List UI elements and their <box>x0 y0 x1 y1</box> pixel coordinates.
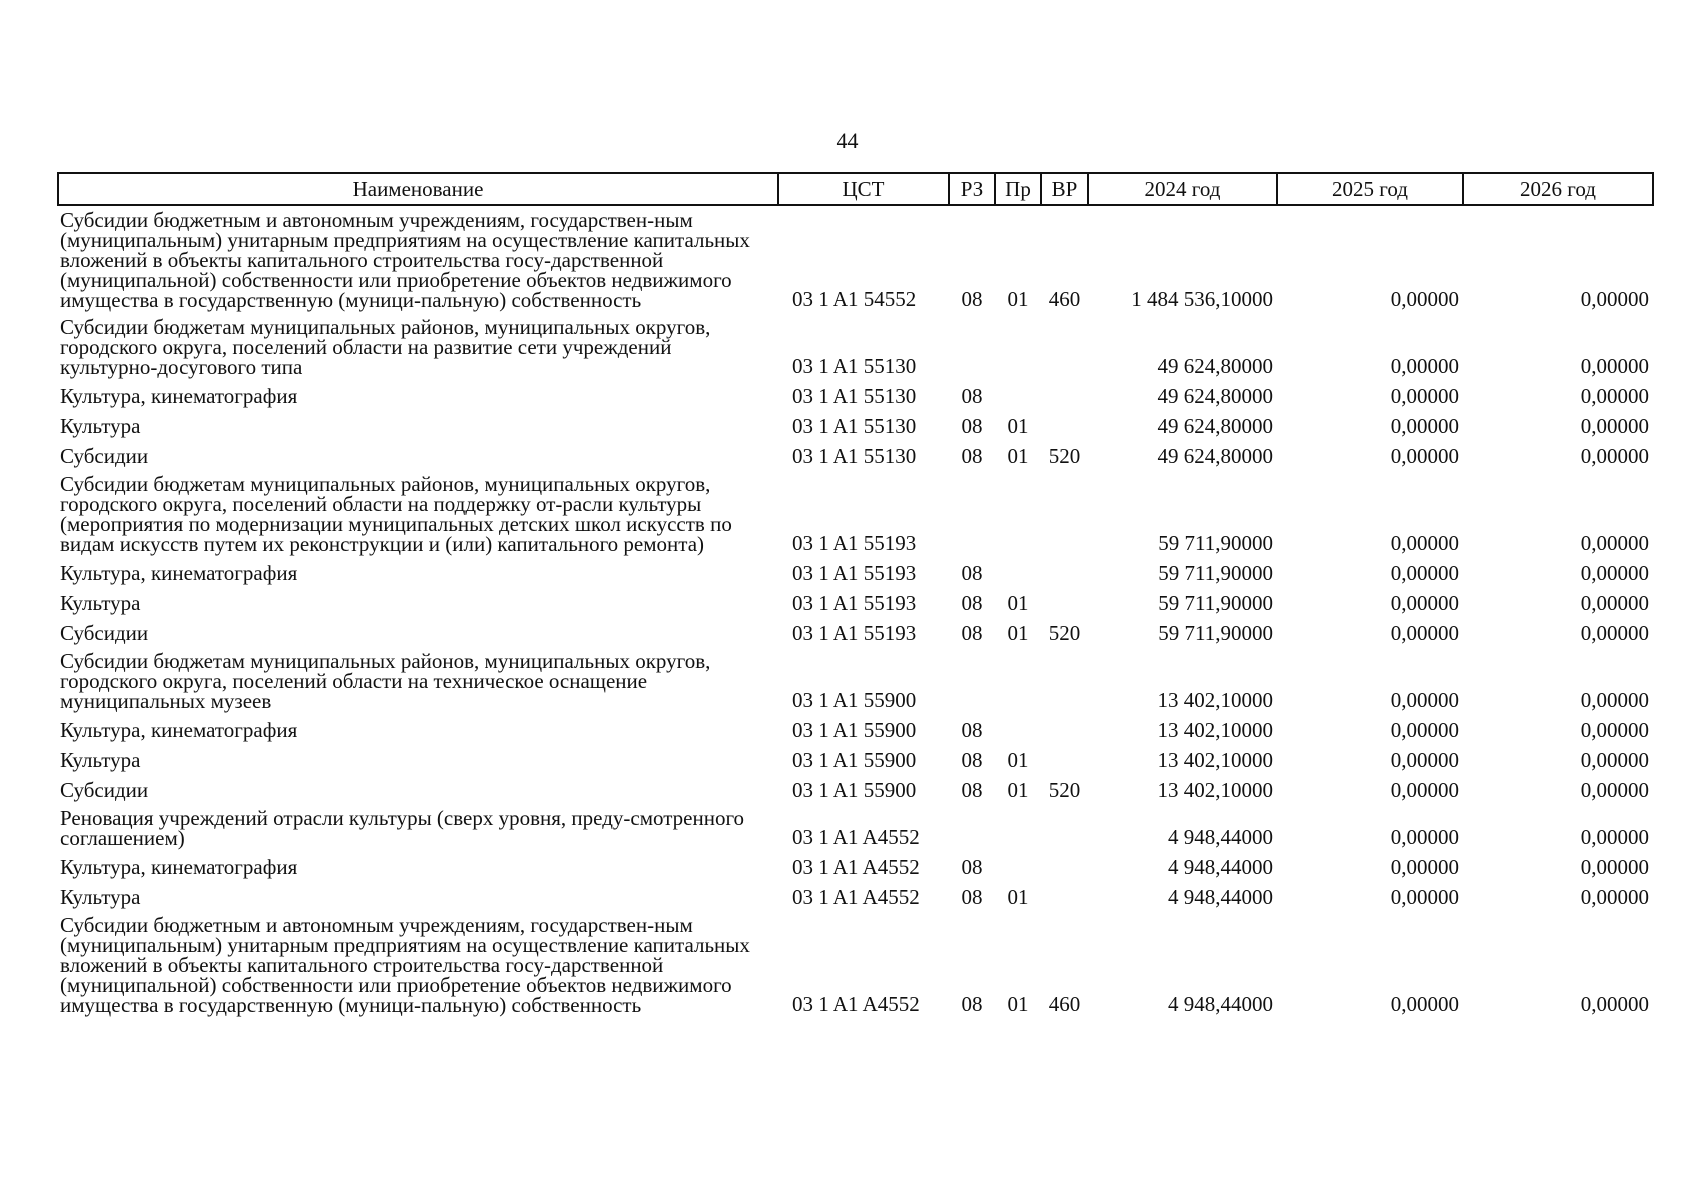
row-2025: 0,00000 <box>1390 591 1459 615</box>
table-row <box>58 467 1653 554</box>
row-name: Субсидии бюджетам муниципальных районов, муниципальных округов, городского округа, поселений области на поддержку от-расли культуры (мероприятия по модернизации муниципальных детских школ искусств по видам искусств путем их реконструкции и (или) капитального ремонта) <box>60 472 732 556</box>
row-2024: 4 948,44000 <box>1168 855 1273 879</box>
budget-table <box>57 172 1654 1015</box>
table-row <box>58 908 1653 1015</box>
row-pr <box>995 801 1041 848</box>
row-pr <box>995 467 1041 554</box>
row-vr: 460 <box>1048 287 1081 311</box>
row-name: Субсидии <box>60 778 149 802</box>
row-vr <box>1041 310 1088 377</box>
row-2025: 0,00000 <box>1390 531 1459 555</box>
row-vr <box>1041 377 1088 407</box>
row-pr: 01 <box>1007 748 1029 772</box>
row-2025: 0,00000 <box>1390 287 1459 311</box>
row-2024: 49 624,80000 <box>1157 414 1273 438</box>
row-2024: 1 484 536,10000 <box>1131 287 1273 311</box>
row-2024: 59 711,90000 <box>1158 591 1273 615</box>
row-rz <box>949 801 995 848</box>
table-row <box>58 437 1653 467</box>
table-row <box>58 878 1653 908</box>
table-row <box>58 741 1653 771</box>
row-cst: 03 1 A1 55193 <box>792 561 917 585</box>
row-cst: 03 1 A1 55193 <box>792 591 917 615</box>
row-2026: 0,00000 <box>1580 444 1649 468</box>
row-2026: 0,00000 <box>1580 531 1649 555</box>
row-name: Культура <box>60 591 141 615</box>
row-name: Субсидии <box>60 621 149 645</box>
row-cst: 03 1 A1 A4552 <box>792 855 920 879</box>
table-row <box>58 801 1653 848</box>
row-2024: 4 948,44000 <box>1168 825 1273 849</box>
row-name: Культура, кинематография <box>60 718 298 742</box>
header-rz: РЗ <box>949 173 995 205</box>
row-rz <box>949 644 995 711</box>
table-row <box>58 771 1653 801</box>
row-pr <box>995 377 1041 407</box>
row-pr: 01 <box>1007 778 1029 802</box>
row-2025: 0,00000 <box>1390 855 1459 879</box>
row-cst: 03 1 A1 54552 <box>792 287 917 311</box>
row-2026: 0,00000 <box>1580 778 1649 802</box>
table-row <box>58 205 1653 310</box>
row-2026: 0,00000 <box>1580 561 1649 585</box>
row-rz: 08 <box>961 718 983 742</box>
row-rz: 08 <box>961 778 983 802</box>
row-rz: 08 <box>961 992 983 1016</box>
row-vr <box>1041 878 1088 908</box>
row-cst: 03 1 A1 55900 <box>792 718 917 742</box>
row-name: Культура <box>60 748 141 772</box>
row-name: Культура <box>60 885 141 909</box>
row-cst: 03 1 A1 55900 <box>792 748 917 772</box>
table-row <box>58 407 1653 437</box>
row-cst: 03 1 A1 55130 <box>792 354 917 378</box>
row-2024: 49 624,80000 <box>1157 354 1273 378</box>
row-cst: 03 1 A1 A4552 <box>792 885 920 909</box>
row-cst: 03 1 A1 55130 <box>792 384 917 408</box>
row-2024: 59 711,90000 <box>1158 621 1273 645</box>
row-cst: 03 1 A1 55900 <box>792 778 917 802</box>
header-2025: 2025 год <box>1277 173 1463 205</box>
row-vr <box>1041 467 1088 554</box>
row-2025: 0,00000 <box>1390 354 1459 378</box>
row-pr: 01 <box>1007 591 1029 615</box>
row-name: Реновация учреждений отрасли культуры (сверх уровня, преду-смотренного соглашением) <box>60 806 745 850</box>
table-row <box>58 644 1653 711</box>
row-2025: 0,00000 <box>1390 561 1459 585</box>
row-name: Субсидии бюджетам муниципальных районов, муниципальных округов, городского округа, поселений области на развитие сети учреждений культурно-досугового типа <box>60 315 711 379</box>
row-2024: 49 624,80000 <box>1157 444 1273 468</box>
row-2024: 49 624,80000 <box>1157 384 1273 408</box>
row-vr <box>1041 554 1088 584</box>
row-vr <box>1041 848 1088 878</box>
row-2025: 0,00000 <box>1390 825 1459 849</box>
row-2025: 0,00000 <box>1390 885 1459 909</box>
row-2025: 0,00000 <box>1390 621 1459 645</box>
row-vr <box>1041 801 1088 848</box>
row-rz: 08 <box>961 748 983 772</box>
row-2025: 0,00000 <box>1390 688 1459 712</box>
table-row <box>58 554 1653 584</box>
row-cst: 03 1 A1 55130 <box>792 414 917 438</box>
row-name: Культура <box>60 414 141 438</box>
row-2024: 13 402,10000 <box>1157 688 1273 712</box>
row-name: Субсидии бюджетам муниципальных районов, муниципальных округов, городского округа, поселений области на техническое оснащение муниципальных музеев <box>60 649 711 713</box>
table-row <box>58 848 1653 878</box>
row-2026: 0,00000 <box>1580 688 1649 712</box>
row-2024: 13 402,10000 <box>1157 748 1273 772</box>
row-2024: 59 711,90000 <box>1158 531 1273 555</box>
table-header-row <box>58 173 1653 205</box>
table-row <box>58 614 1653 644</box>
row-cst: 03 1 A1 55130 <box>792 444 917 468</box>
row-rz <box>949 310 995 377</box>
row-2026: 0,00000 <box>1580 354 1649 378</box>
row-pr <box>995 310 1041 377</box>
row-2026: 0,00000 <box>1580 621 1649 645</box>
row-2025: 0,00000 <box>1390 414 1459 438</box>
row-2025: 0,00000 <box>1390 778 1459 802</box>
table-row <box>58 377 1653 407</box>
row-cst: 03 1 A1 55900 <box>792 688 917 712</box>
row-name: Культура, кинематография <box>60 384 298 408</box>
row-rz: 08 <box>961 591 983 615</box>
row-2026: 0,00000 <box>1580 748 1649 772</box>
row-name: Субсидии бюджетным и автономным учреждениям, государствен-ным (муниципальным) унитарным предприятиям на осуществление капитальных вложений в объекты капитального строительства госу-дарственной (муниципальной) собственности или приобретение объектов недвижимого имущества в государственную (муници-пальную) собственность <box>60 913 750 1017</box>
row-rz: 08 <box>961 561 983 585</box>
row-pr: 01 <box>1007 621 1029 645</box>
row-2026: 0,00000 <box>1580 825 1649 849</box>
row-rz: 08 <box>961 414 983 438</box>
header-name: Наименование <box>58 173 778 205</box>
row-vr: 460 <box>1048 992 1081 1016</box>
row-vr <box>1041 407 1088 437</box>
header-2024: 2024 год <box>1088 173 1277 205</box>
row-2025: 0,00000 <box>1390 718 1459 742</box>
row-pr <box>995 644 1041 711</box>
row-vr <box>1041 741 1088 771</box>
header-cst: ЦСТ <box>778 173 949 205</box>
row-2025: 0,00000 <box>1390 444 1459 468</box>
row-pr <box>995 711 1041 741</box>
table-row <box>58 584 1653 614</box>
row-vr <box>1041 584 1088 614</box>
header-2026: 2026 год <box>1463 173 1653 205</box>
row-rz: 08 <box>961 885 983 909</box>
row-pr <box>995 848 1041 878</box>
row-rz <box>949 467 995 554</box>
row-cst: 03 1 A1 A4552 <box>792 992 920 1016</box>
row-pr: 01 <box>1007 414 1029 438</box>
row-2026: 0,00000 <box>1580 414 1649 438</box>
row-vr: 520 <box>1048 778 1081 802</box>
table-row <box>58 711 1653 741</box>
row-pr <box>995 554 1041 584</box>
row-2024: 4 948,44000 <box>1168 885 1273 909</box>
row-2025: 0,00000 <box>1390 748 1459 772</box>
row-rz: 08 <box>961 855 983 879</box>
row-2025: 0,00000 <box>1390 384 1459 408</box>
row-name: Культура, кинематография <box>60 855 298 879</box>
header-pr: Пр <box>995 173 1041 205</box>
row-name: Субсидии <box>60 444 149 468</box>
row-2026: 0,00000 <box>1580 855 1649 879</box>
page-number: 44 <box>836 128 859 153</box>
row-2026: 0,00000 <box>1580 718 1649 742</box>
row-2024: 13 402,10000 <box>1157 718 1273 742</box>
row-name: Субсидии бюджетным и автономным учреждениям, государствен-ным (муниципальным) унитарным предприятиям на осуществление капитальных вложений в объекты капитального строительства госу-дарственной (муниципальной) собственности или приобретение объектов недвижимого имущества в государственную (муници-пальную) собственность <box>60 208 750 312</box>
row-vr: 520 <box>1048 444 1081 468</box>
row-pr: 01 <box>1007 992 1029 1016</box>
row-vr <box>1041 711 1088 741</box>
row-pr: 01 <box>1007 444 1029 468</box>
row-2026: 0,00000 <box>1580 384 1649 408</box>
row-pr: 01 <box>1007 287 1029 311</box>
row-rz: 08 <box>961 384 983 408</box>
row-vr: 520 <box>1048 621 1081 645</box>
row-2024: 4 948,44000 <box>1168 992 1273 1016</box>
row-2025: 0,00000 <box>1390 992 1459 1016</box>
row-2026: 0,00000 <box>1580 992 1649 1016</box>
row-rz: 08 <box>961 621 983 645</box>
row-2024: 59 711,90000 <box>1158 561 1273 585</box>
table-row <box>58 310 1653 377</box>
row-2024: 13 402,10000 <box>1157 778 1273 802</box>
row-2026: 0,00000 <box>1580 885 1649 909</box>
header-vr: ВР <box>1041 173 1088 205</box>
row-cst: 03 1 A1 A4552 <box>792 825 920 849</box>
row-2026: 0,00000 <box>1580 591 1649 615</box>
row-cst: 03 1 A1 55193 <box>792 531 917 555</box>
row-rz: 08 <box>961 287 983 311</box>
row-vr <box>1041 644 1088 711</box>
row-rz: 08 <box>961 444 983 468</box>
row-pr: 01 <box>1007 885 1029 909</box>
row-name: Культура, кинематография <box>60 561 298 585</box>
row-2026: 0,00000 <box>1580 287 1649 311</box>
row-cst: 03 1 A1 55193 <box>792 621 917 645</box>
